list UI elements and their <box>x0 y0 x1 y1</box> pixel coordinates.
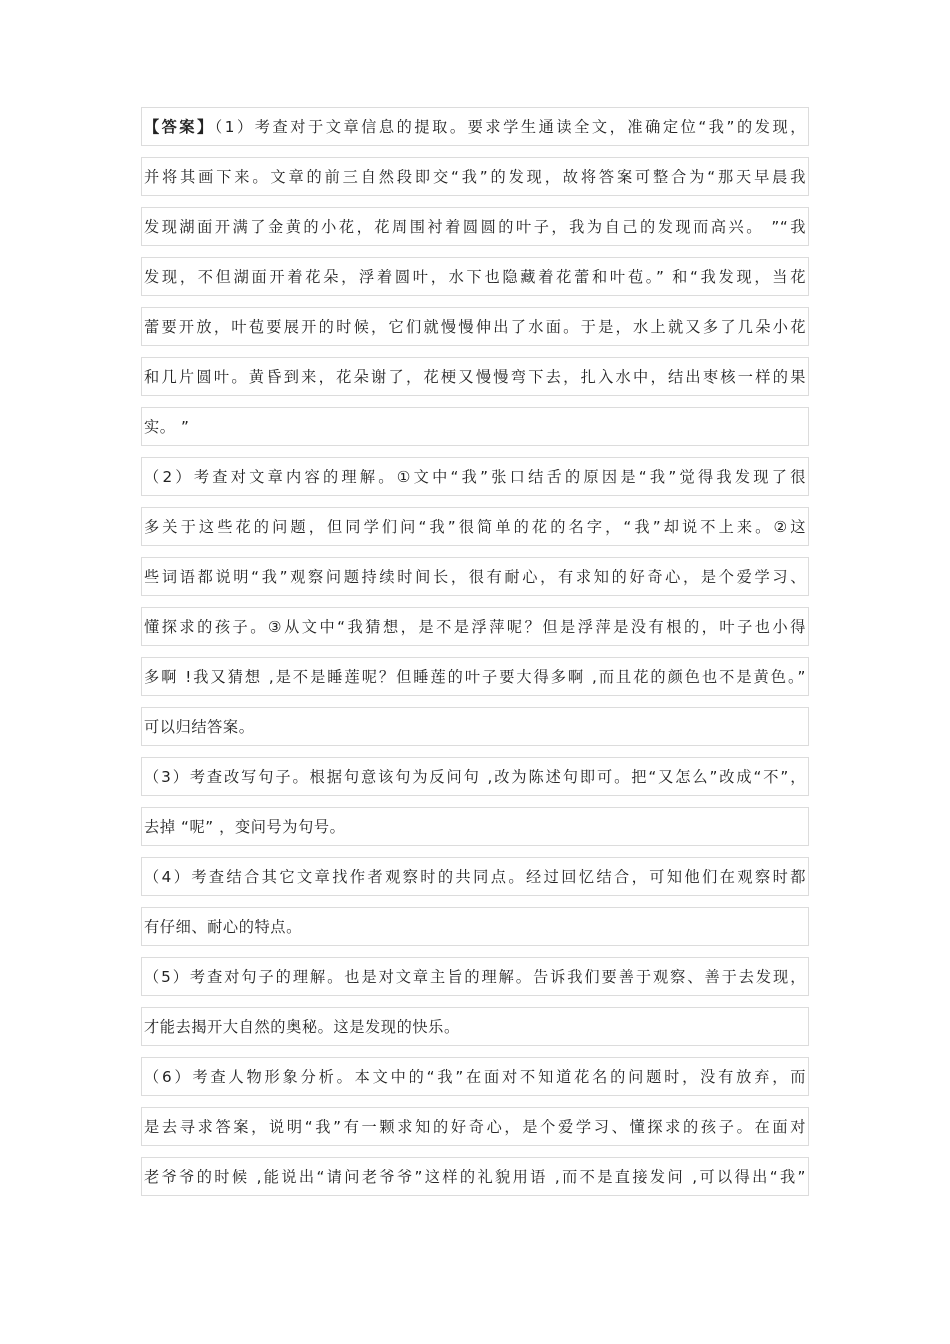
answer-line <box>141 257 809 296</box>
answer-line <box>141 1157 809 1196</box>
answer-line-text: 和几片圆叶。黄昏到来，花朵谢了，花梗又慢慢弯下去，扎入水中，结出枣核一样的果 <box>144 368 806 386</box>
answer-line-text: 去掉 “呢” ，变问号为句号。 <box>144 818 346 836</box>
answer-line-text: 老爷爷的时候 ,能说出“请问老爷爷”这样的礼貌用语 ,而不是直接发问 ,可以得出“我” <box>144 1168 806 1186</box>
answer-line <box>141 857 809 896</box>
answer-line-text: 并将其画下来。文章的前三自然段即交“我”的发现，故将答案可整合为“那天早晨我 <box>144 168 806 186</box>
answer-line-text: 实。 ” <box>144 418 190 436</box>
answer-line-text: 多啊 !我又猜想 ,是不是睡莲呢？但睡莲的叶子要大得多啊 ,而且花的颜色也不是黄色。” <box>144 668 806 686</box>
answer-line <box>141 157 809 196</box>
answer-line <box>141 557 809 596</box>
answer-line-text: （3）考查改写句子。根据句意该句为反问句 ,改为陈述句即可。把“又怎么”改成“不”， <box>144 768 806 786</box>
answer-line-text: 才能去揭开大自然的奥秘。这是发现的快乐。 <box>144 1018 460 1036</box>
answer-line-text: 懂探求的孩子。③从文中“我猜想，是不是浮萍呢？但是浮萍是没有根的，叶子也小得 <box>144 618 806 636</box>
answer-line-text: 有仔细、耐心的特点。 <box>144 918 302 936</box>
answer-line <box>141 357 809 396</box>
answer-line-text: 些词语都说明“我”观察问题持续时间长，很有耐心，有求知的好奇心，是个爱学习、 <box>144 568 806 586</box>
answer-line <box>141 807 809 846</box>
answer-line <box>141 707 809 746</box>
answer-document <box>141 107 809 1207</box>
answer-line-text: （6）考查人物形象分析。本文中的“我”在面对不知道花名的问题时，没有放弃，而 <box>144 1068 806 1086</box>
answer-line <box>141 207 809 246</box>
answer-line <box>141 107 809 146</box>
answer-line-text: 多关于这些花的问题，但同学们问“我”很简单的花的名字，“我”却说不上来。②这 <box>144 518 806 536</box>
answer-line-text: 是去寻求答案，说明“我”有一颗求知的好奇心，是个爱学习、懂探求的孩子。在面对 <box>144 1118 806 1136</box>
answer-line <box>141 607 809 646</box>
answer-line-text: 可以归结答案。 <box>144 718 255 736</box>
answer-line-text: 发现，不但湖面开着花朵，浮着圆叶，水下也隐藏着花蕾和叶苞。” 和“我发现，当花 <box>144 268 806 286</box>
answer-line <box>141 957 809 996</box>
answer-line <box>141 1007 809 1046</box>
answer-line <box>141 657 809 696</box>
answer-line <box>141 407 809 446</box>
answer-line <box>141 1107 809 1146</box>
answer-line <box>141 457 809 496</box>
answer-label: 【答案】 <box>144 118 215 136</box>
answer-line <box>141 907 809 946</box>
answer-line <box>141 1057 809 1096</box>
answer-line-text <box>144 116 808 137</box>
answer-line-text: （5）考查对句子的理解。也是对文章主旨的理解。告诉我们要善于观察、善于去发现， <box>144 968 806 986</box>
answer-line-text: 发现湖面开满了金黄的小花，花周围衬着圆圆的叶子，我为自己的发现而高兴。 ”“我 <box>144 218 806 236</box>
answer-line-text-rest: （1）考查对于文章信息的提取。要求学生通读全文，准确定位“我”的发现， <box>214 118 806 136</box>
answer-line-text: （2）考查对文章内容的理解。①文中“我”张口结舌的原因是“我”觉得我发现了很 <box>144 468 806 486</box>
answer-line <box>141 307 809 346</box>
answer-line <box>141 507 809 546</box>
answer-line-text: 蕾要开放，叶苞要展开的时候，它们就慢慢伸出了水面。于是，水上就又多了几朵小花 <box>144 318 806 336</box>
answer-line <box>141 757 809 796</box>
answer-line-text: （4）考查结合其它文章找作者观察时的共同点。经过回忆结合，可知他们在观察时都 <box>144 868 806 886</box>
